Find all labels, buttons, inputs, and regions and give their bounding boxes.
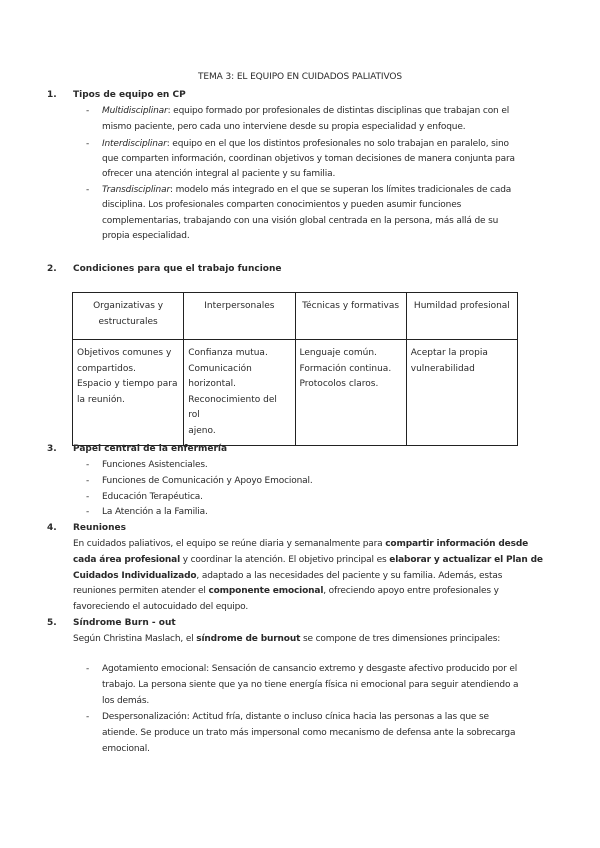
text-line: que comparten información, coordinan objetivos y toman decisiones de manera conjunta para bbox=[102, 154, 515, 164]
text-line bbox=[102, 104, 509, 120]
cell-line: la reunión. bbox=[77, 394, 125, 405]
bullet-dash: - bbox=[86, 712, 90, 722]
conditions-table bbox=[72, 292, 518, 446]
term-multidisciplinar: Multidisciplinar bbox=[102, 106, 168, 116]
text-line: atiende. Se produce un trato más impersonal como mecanismo de defensa ante la sobrecarga bbox=[102, 728, 516, 738]
cell-line: Formación continua. bbox=[299, 363, 392, 374]
text-line: complementarias, trabajando con una visión global centrada en la persona, más allá de su bbox=[102, 216, 499, 226]
table-row bbox=[73, 340, 518, 446]
cell-line: Reconocimiento del rol bbox=[188, 394, 277, 420]
term-agotamiento: Agotamiento emocional: bbox=[102, 664, 210, 674]
table-header-cell: Humildad profesional bbox=[406, 293, 517, 340]
list-item: La Atención a la Familia. bbox=[102, 507, 208, 517]
text-span: y coordinar la atención. El objetivo principal es bbox=[180, 555, 390, 565]
bullet-dash: - bbox=[86, 507, 90, 517]
text-span: se compone de tres dimensiones principales: bbox=[300, 634, 501, 644]
table-cell bbox=[73, 340, 184, 446]
section-heading-tipos: Tipos de equipo en CP bbox=[73, 90, 186, 100]
table-header-cell bbox=[73, 293, 184, 340]
text-span: Sensación de cansancio extremo y desgaste afectivo producido por el bbox=[209, 664, 518, 674]
cell-line: Aceptar la propia bbox=[410, 348, 488, 358]
text-span: : modelo más integrado en el que se superan los límites tradicionales de cada bbox=[170, 185, 512, 195]
term-transdisciplinar: Transdisciplinar bbox=[102, 185, 170, 195]
bold-text: componente emocional bbox=[208, 586, 324, 596]
bullet-dash: - bbox=[86, 492, 90, 502]
text-span: En cuidados paliativos, el equipo se reúne diaria y semanalmente para bbox=[73, 539, 386, 549]
section-number: 4. bbox=[47, 523, 57, 533]
text-line: emocional. bbox=[102, 744, 150, 754]
text-line bbox=[73, 632, 500, 648]
cell-line: horizontal. bbox=[188, 379, 237, 389]
text-line bbox=[102, 183, 511, 199]
cell-line: Protocolos claros. bbox=[299, 379, 379, 389]
section-number: 2. bbox=[47, 264, 57, 274]
list-item: Funciones Asistenciales. bbox=[102, 460, 208, 470]
cell-line: vulnerabilidad bbox=[410, 363, 475, 374]
table-cell bbox=[295, 340, 406, 446]
text-line bbox=[73, 537, 528, 553]
page-title: TEMA 3: EL EQUIPO EN CUIDADOS PALIATIVOS bbox=[198, 72, 402, 82]
cell-line: Objetivos comunes y bbox=[77, 348, 172, 358]
text-line: los demás. bbox=[102, 696, 150, 706]
table-header-row bbox=[73, 293, 518, 340]
section-number: 3. bbox=[47, 444, 57, 454]
text-line bbox=[102, 710, 489, 726]
bullet-dash: - bbox=[86, 664, 90, 674]
section-heading-condiciones: Condiciones para que el trabajo funcione bbox=[73, 264, 282, 274]
text-span: Según Christina Maslach, el bbox=[73, 634, 197, 644]
text-span: : equipo en el que los distintos profesionales no solo trabajan en paralelo, sino bbox=[166, 139, 509, 149]
term-interdisciplinar: Interdisciplinar bbox=[102, 139, 167, 149]
section-number: 5. bbox=[47, 618, 57, 628]
bullet-dash: - bbox=[86, 185, 90, 195]
text-span: Actitud fría, distante o incluso cínica hacia las personas a las que se bbox=[189, 712, 489, 722]
table-cell bbox=[184, 340, 295, 446]
text-span: , ofreciendo apoyo entre profesionales y bbox=[323, 586, 499, 596]
section-heading-enfermeria: Papel central de la enfermería bbox=[73, 444, 228, 454]
table-header-cell: Interpersonales bbox=[184, 293, 295, 340]
bold-text: síndrome de burnout bbox=[196, 634, 301, 644]
list-item: Funciones de Comunicación y Apoyo Emocional. bbox=[102, 476, 313, 486]
text-line bbox=[73, 584, 499, 600]
cell-line: Confianza mutua. bbox=[188, 348, 268, 358]
bold-text: cada área profesional bbox=[73, 555, 181, 565]
text-span: , adaptado a las necesidades del paciente y su familia. Además, estas bbox=[196, 571, 503, 581]
text-line bbox=[73, 553, 543, 569]
text-line: trabajo. La persona siente que ya no tiene energía física ni emocional para seguir atendiendo a bbox=[102, 680, 519, 690]
cell-line: Comunicación bbox=[188, 363, 252, 374]
text-line: disciplina. Los profesionales comparten conocimientos y pueden asumir funciones bbox=[102, 200, 462, 210]
term-despersonalizacion: Despersonalización: bbox=[102, 712, 190, 722]
cell-line: compartidos. bbox=[77, 363, 136, 374]
text-span: : equipo formado por profesionales de distintas disciplinas que trabajan con el bbox=[167, 106, 510, 116]
text-line bbox=[102, 137, 509, 153]
bold-text: elaborar y actualizar el Plan de bbox=[389, 555, 543, 565]
header-text: estructurales bbox=[98, 316, 158, 327]
table-cell bbox=[406, 340, 517, 446]
text-line: ofrecer una atención integral al paciente y su familia. bbox=[102, 169, 336, 179]
text-line: propia especialidad. bbox=[102, 231, 190, 241]
table-header-cell: Técnicas y formativas bbox=[295, 293, 406, 340]
bold-text: compartir información desde bbox=[385, 539, 529, 549]
text-line bbox=[73, 569, 502, 585]
text-span: reuniones permiten atender el bbox=[73, 586, 209, 596]
bullet-dash: - bbox=[86, 106, 90, 116]
cell-line: ajeno. bbox=[188, 425, 216, 436]
list-item: Educación Terapéutica. bbox=[102, 492, 203, 502]
section-heading-reuniones: Reuniones bbox=[73, 523, 126, 533]
text-line: mismo paciente, pero cada uno interviene desde su propia especialidad y enfoque. bbox=[102, 122, 466, 132]
text-line bbox=[102, 662, 517, 678]
header-text: Organizativas y bbox=[93, 301, 164, 311]
section-number: 1. bbox=[47, 90, 57, 100]
text-line: favoreciendo el autocuidado del equipo. bbox=[73, 602, 249, 612]
cell-line: Lenguaje común. bbox=[299, 348, 377, 358]
bullet-dash: - bbox=[86, 476, 90, 486]
bullet-dash: - bbox=[86, 460, 90, 470]
bullet-dash: - bbox=[86, 139, 90, 149]
cell-line: Espacio y tiempo para bbox=[77, 379, 178, 389]
bold-text: Cuidados Individualizado bbox=[73, 571, 197, 581]
section-heading-burnout: Síndrome Burn - out bbox=[73, 618, 176, 628]
